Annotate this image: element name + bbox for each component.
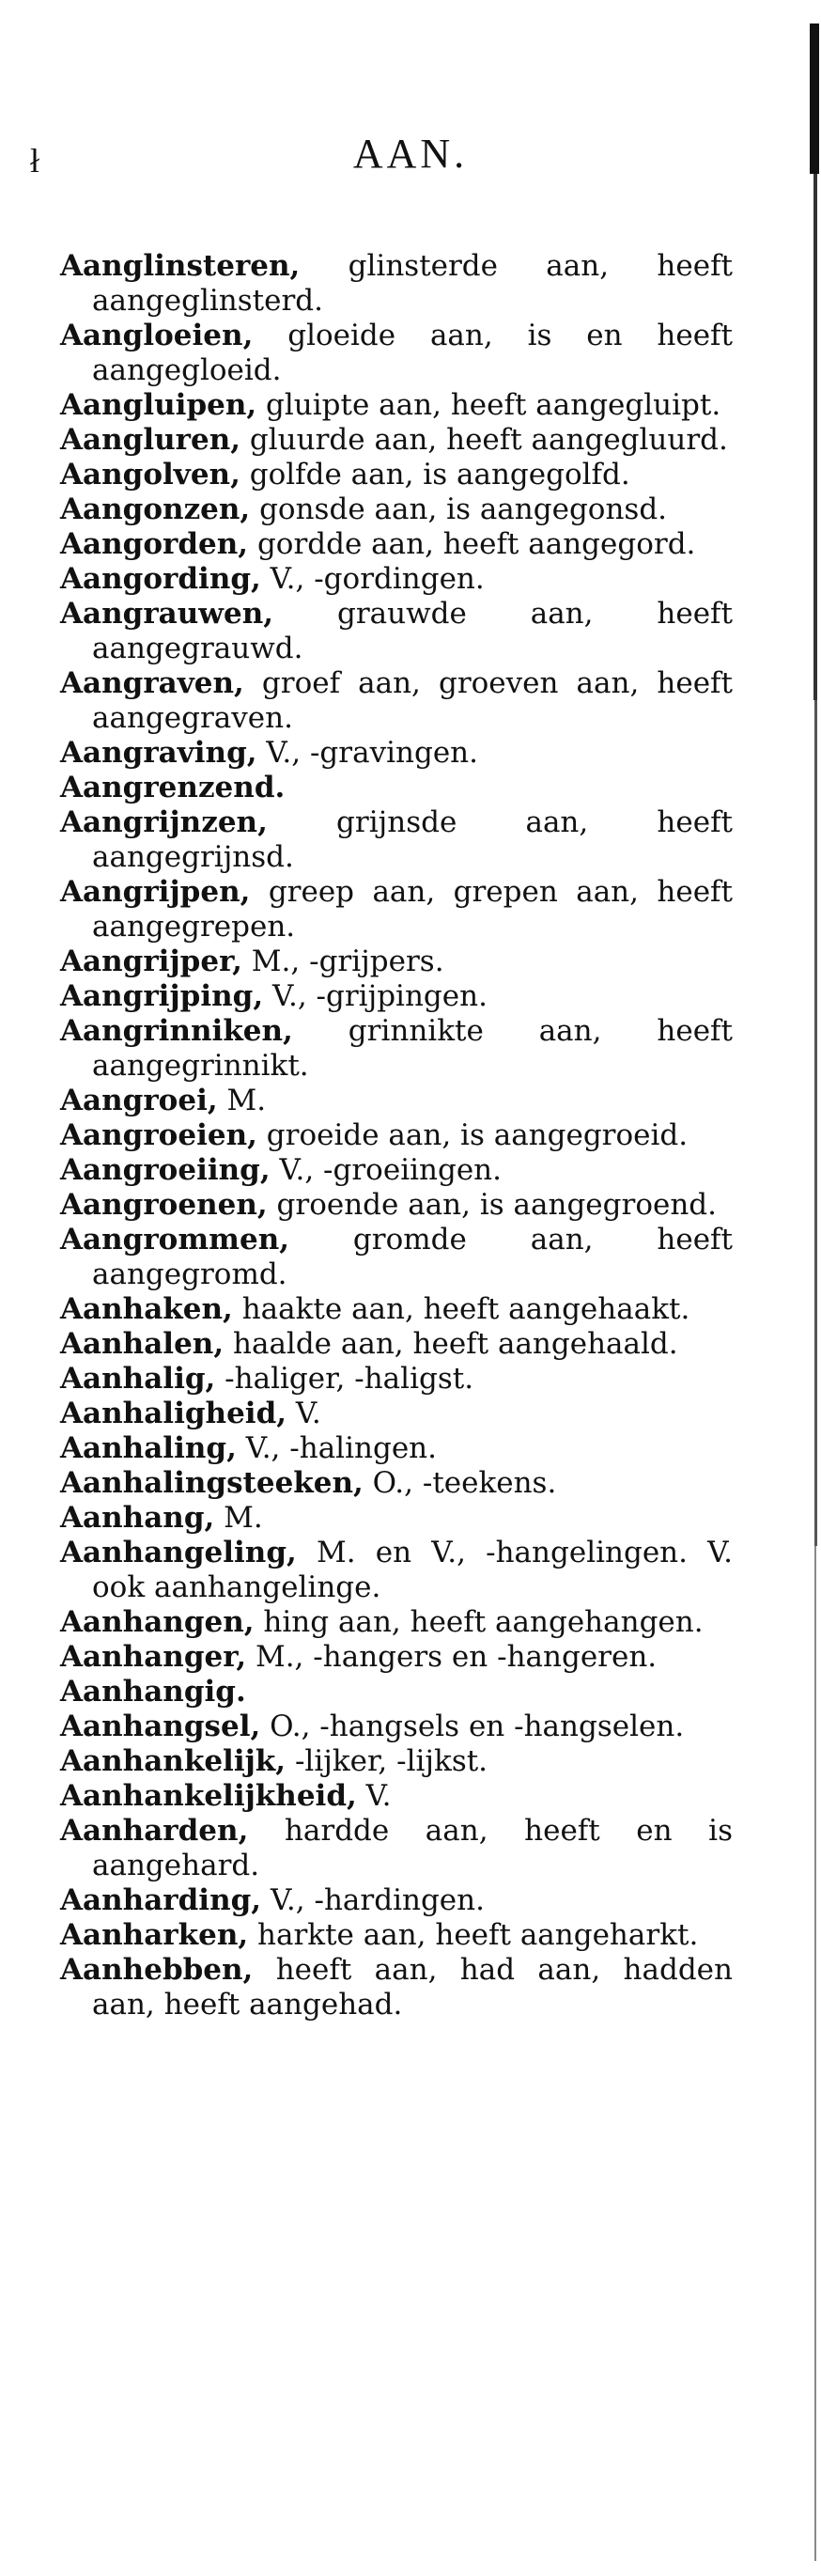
entry xyxy=(60,1188,733,1223)
headword: Aanglinsteren, xyxy=(60,249,301,283)
headword: Aangrauwen, xyxy=(60,597,274,631)
entry xyxy=(60,1431,733,1466)
definition: gluipte aan, heeft aangegluipt. xyxy=(256,388,721,422)
definition: hardde aan, heeft en is aangehard. xyxy=(92,1814,733,1882)
headword: Aangroenen, xyxy=(60,1188,268,1222)
entry xyxy=(60,1536,733,1605)
page-header: AAN. xyxy=(352,131,469,177)
definition: V. xyxy=(287,1397,321,1430)
headword: Aangraven, xyxy=(60,666,244,700)
headword: Aangorden, xyxy=(60,527,249,561)
headword: Aanhaken, xyxy=(60,1292,233,1326)
definition: V. xyxy=(356,1779,392,1813)
entry xyxy=(60,1744,733,1779)
entry xyxy=(60,562,733,597)
definition: V., -grijpingen. xyxy=(263,979,488,1013)
headword: Aangonzen, xyxy=(60,492,251,526)
headword: Aanharken, xyxy=(60,1918,249,1952)
entry xyxy=(60,1397,733,1431)
entry xyxy=(60,1327,733,1362)
definition: V., -groeiingen. xyxy=(270,1153,502,1187)
definition: M. xyxy=(214,1501,263,1535)
entry xyxy=(60,249,733,319)
entry xyxy=(60,1466,733,1501)
headword: Aanharding, xyxy=(60,1883,262,1917)
entry xyxy=(60,1362,733,1397)
definition: V., -gordingen. xyxy=(260,562,485,596)
entry xyxy=(60,771,733,805)
headword: Aanhalingsteeken, xyxy=(60,1466,364,1500)
definition: M. xyxy=(217,1084,267,1117)
headword: Aangluipen, xyxy=(60,388,257,422)
headword: Aanhebben, xyxy=(60,1953,254,1987)
entry xyxy=(60,1814,733,1883)
definition: groende aan, is aangegroend. xyxy=(267,1188,717,1222)
definition: haalde aan, heeft aangehaald. xyxy=(224,1327,678,1361)
entry xyxy=(60,319,733,388)
definition: grinnikte aan, heeft aangegrinnikt. xyxy=(92,1014,733,1083)
entry xyxy=(60,458,733,492)
headword: Aangrijpen, xyxy=(60,875,251,909)
headword: Aangroei, xyxy=(60,1084,218,1117)
entry xyxy=(60,1292,733,1327)
definition: V., -gravingen. xyxy=(256,736,478,770)
entry xyxy=(60,1710,733,1744)
entry-list xyxy=(60,249,733,2022)
definition: glinsterde aan, heeft aangeglinsterd. xyxy=(92,249,733,318)
entry xyxy=(60,527,733,562)
definition: grauwde aan, heeft aangegrauwd. xyxy=(92,597,733,665)
entry xyxy=(60,1675,733,1710)
entry xyxy=(60,1118,733,1153)
headword: Aanhankelijk, xyxy=(60,1744,287,1778)
definition: M., -hangers en -hangeren. xyxy=(246,1640,658,1674)
definition: greep aan, grepen aan, heeft aangegrepen. xyxy=(92,875,733,944)
entry xyxy=(60,945,733,979)
entry xyxy=(60,1605,733,1640)
entry xyxy=(60,1953,733,2022)
definition: groef aan, groeven aan, heeft aangegraven. xyxy=(92,666,733,735)
entry xyxy=(60,875,733,945)
entry xyxy=(60,1640,733,1675)
headword: Aangrenzend. xyxy=(60,771,286,804)
headword: Aanharden, xyxy=(60,1814,249,1848)
definition: -lijker, -lijkst. xyxy=(286,1744,488,1778)
headword: Aangolven, xyxy=(60,458,240,492)
definition: O., -hangsels en -hangselen. xyxy=(260,1710,685,1743)
headword: Aanhangen, xyxy=(60,1605,255,1639)
entry xyxy=(60,805,733,875)
definition: haakte aan, heeft aangehaakt. xyxy=(232,1292,690,1326)
definition: M. en V., -hangelingen. V. ook aanhangelinge. xyxy=(92,1536,733,1604)
definition: golfde aan, is aangegolfd. xyxy=(240,458,630,492)
headword: Aangloeien, xyxy=(60,319,254,352)
headword: Aangording, xyxy=(60,562,261,596)
entry xyxy=(60,979,733,1014)
headword: Aanhangeling, xyxy=(60,1536,297,1569)
headword: Aanhangsel, xyxy=(60,1710,261,1743)
entry xyxy=(60,666,733,736)
definition: M., -grijpers. xyxy=(241,945,444,978)
definition: harkte aan, heeft aangeharkt. xyxy=(248,1918,699,1952)
headword: Aanhaling, xyxy=(60,1431,237,1465)
entry xyxy=(60,492,733,527)
entry xyxy=(60,736,733,771)
entry xyxy=(60,423,733,458)
headword: Aangrijping, xyxy=(60,979,264,1013)
headword: Aanhalen, xyxy=(60,1327,225,1361)
entry xyxy=(60,388,733,423)
headword: Aangroeiing, xyxy=(60,1153,271,1187)
definition: gluurde aan, heeft aangegluurd. xyxy=(240,423,728,457)
headword: Aanhang, xyxy=(60,1501,215,1535)
margin-mark: ł xyxy=(30,142,40,180)
headword: Aanhangig. xyxy=(60,1675,246,1709)
headword: Aangroeien, xyxy=(60,1118,257,1152)
definition: gromde aan, heeft aangegromd. xyxy=(92,1223,733,1291)
headword: Aangrijnzen, xyxy=(60,805,268,839)
headword: Aanhalig, xyxy=(60,1362,216,1396)
entry xyxy=(60,1223,733,1292)
entry xyxy=(60,1014,733,1084)
definition: V., -hardingen. xyxy=(261,1883,485,1917)
headword: Aanhanger, xyxy=(60,1640,247,1674)
entry xyxy=(60,1918,733,1953)
definition: -haliger, -haligst. xyxy=(215,1362,474,1396)
headword: Aanhankelijkheid, xyxy=(60,1779,357,1813)
entry xyxy=(60,1779,733,1814)
entry xyxy=(60,1883,733,1918)
binding-edge xyxy=(800,23,821,2561)
headword: Aangluren, xyxy=(60,423,241,457)
headword: Aangrommen, xyxy=(60,1223,290,1257)
definition: V., -halingen. xyxy=(236,1431,437,1465)
entry xyxy=(60,1153,733,1188)
definition: gonsde aan, is aangegonsd. xyxy=(250,492,668,526)
entry xyxy=(60,1084,733,1118)
headword: Aangraving, xyxy=(60,736,257,770)
entry xyxy=(60,597,733,666)
definition: gloeide aan, is en heeft aangegloeid. xyxy=(92,319,733,387)
headword: Aangrijper, xyxy=(60,945,242,978)
definition: gordde aan, heeft aangegord. xyxy=(248,527,696,561)
definition: heeft aan, had aan, hadden aan, heeft aangehad. xyxy=(92,1953,733,2022)
entry xyxy=(60,1501,733,1536)
definition: grijnsde aan, heeft aangegrijnsd. xyxy=(92,805,733,874)
headword: Aangrinniken, xyxy=(60,1014,293,1048)
headword: Aanhaligheid, xyxy=(60,1397,287,1430)
definition: hing aan, heeft aangehangen. xyxy=(254,1605,704,1639)
definition: O., -teekens. xyxy=(363,1466,557,1500)
definition: groeide aan, is aangegroeid. xyxy=(256,1118,689,1152)
